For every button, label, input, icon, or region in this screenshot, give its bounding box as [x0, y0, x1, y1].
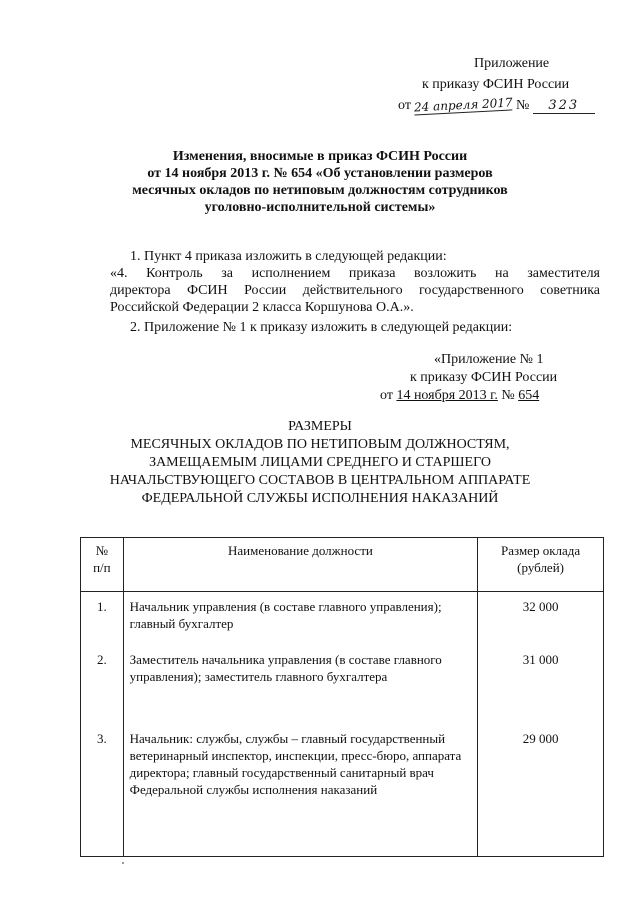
header-position: Наименование должности [123, 538, 478, 592]
row-number: 1. [81, 591, 124, 646]
paragraph-quote-line: «4. Контроль за исполнением приказа возложить на заместителя [110, 266, 600, 281]
paragraph-quote-line: Российской Федерации 2 класса Коршунова О.А.». [110, 300, 414, 315]
table-header-row [81, 538, 604, 592]
heading-line: МЕСЯЧНЫХ ОКЛАДОВ ПО НЕТИПОВЫМ ДОЛЖНОСТЯМ, [130, 437, 510, 452]
row-number: 3. [81, 726, 124, 857]
date-prefix: от [380, 388, 397, 403]
header-number [81, 538, 124, 592]
row-salary: 29 000 [478, 726, 604, 857]
paragraph-quote-line: директора ФСИН России действительного государственного советника [110, 283, 600, 298]
handwritten-number: 323 [533, 99, 595, 114]
table-row [81, 591, 604, 646]
heading-line: ЗАМЕЩАЕМЫМ ЛИЦАМИ СРЕДНЕГО И СТАРШЕГО [149, 455, 491, 470]
title-line: Изменения, вносимые в приказ ФСИН России [172, 149, 468, 164]
header-salary [478, 538, 604, 592]
table-row [81, 647, 604, 726]
order-date: 14 ноября 2013 г. [396, 388, 498, 403]
scan-speck [122, 862, 124, 864]
row-position: Начальник: службы, службы – главный государственный ветеринарный инспектор, инспекции, пресс-бюро, аппарата директора; главный государственный санитарный врач Федеральной службы исполнения наказаний [123, 726, 478, 857]
header-salary-title: Размер оклада [501, 543, 581, 558]
appendix-one-reference [380, 351, 612, 405]
title-line: месячных окладов по нетиповым должностям сотрудников [132, 183, 508, 198]
appendix-one-date-line [380, 387, 612, 405]
row-position: Начальник управления (в составе главного управления); главный бухгалтер [123, 591, 478, 646]
paragraph-item-1: 1. Пункт 4 приказа изложить в следующей редакции: [130, 249, 447, 264]
heading-line: РАЗМЕРЫ [288, 419, 352, 434]
paragraph-item-2: 2. Приложение № 1 к приказу изложить в следующей редакции: [130, 320, 513, 335]
row-number: 2. [81, 647, 124, 726]
date-prefix: от [398, 98, 411, 113]
appendix-label: Приложение [474, 56, 550, 71]
order-number: 654 [518, 388, 540, 403]
title-line: от 14 ноября 2013 г. № 654 «Об установлении размеров [147, 166, 493, 181]
handwritten-date: 24 апреля 2017 [414, 95, 514, 115]
appendix-one-order: к приказу ФСИН России [410, 370, 558, 385]
table-row [81, 726, 604, 857]
number-prefix: № [497, 388, 519, 403]
appendix-one-label: «Приложение № 1 [434, 352, 544, 367]
heading-line: ФЕДЕРАЛЬНОЙ СЛУЖБЫ ИСПОЛНЕНИЯ НАКАЗАНИЙ [141, 491, 499, 506]
heading-line: НАЧАЛЬСТВУЮЩЕГО СОСТАВОВ В ЦЕНТРАЛЬНОМ АППАРАТЕ [109, 473, 531, 488]
appendix-order-ref: к приказу ФСИН России [422, 77, 570, 92]
appendix-date-line [388, 95, 618, 116]
header-number-symbol: № [95, 543, 109, 558]
row-salary: 32 000 [478, 591, 604, 646]
row-position: Заместитель начальника управления (в составе главного управления); заместитель главного бухгалтера [123, 647, 478, 726]
document-title [40, 148, 600, 216]
number-prefix: № [515, 98, 530, 113]
appendix-header [388, 53, 618, 116]
title-line: уголовно-исполнительной системы» [204, 200, 436, 215]
header-salary-unit: (рублей) [517, 560, 564, 575]
row-salary: 31 000 [478, 647, 604, 726]
header-number-abbr: п/п [93, 560, 111, 575]
salary-table [80, 537, 604, 857]
sizes-heading [60, 418, 580, 508]
